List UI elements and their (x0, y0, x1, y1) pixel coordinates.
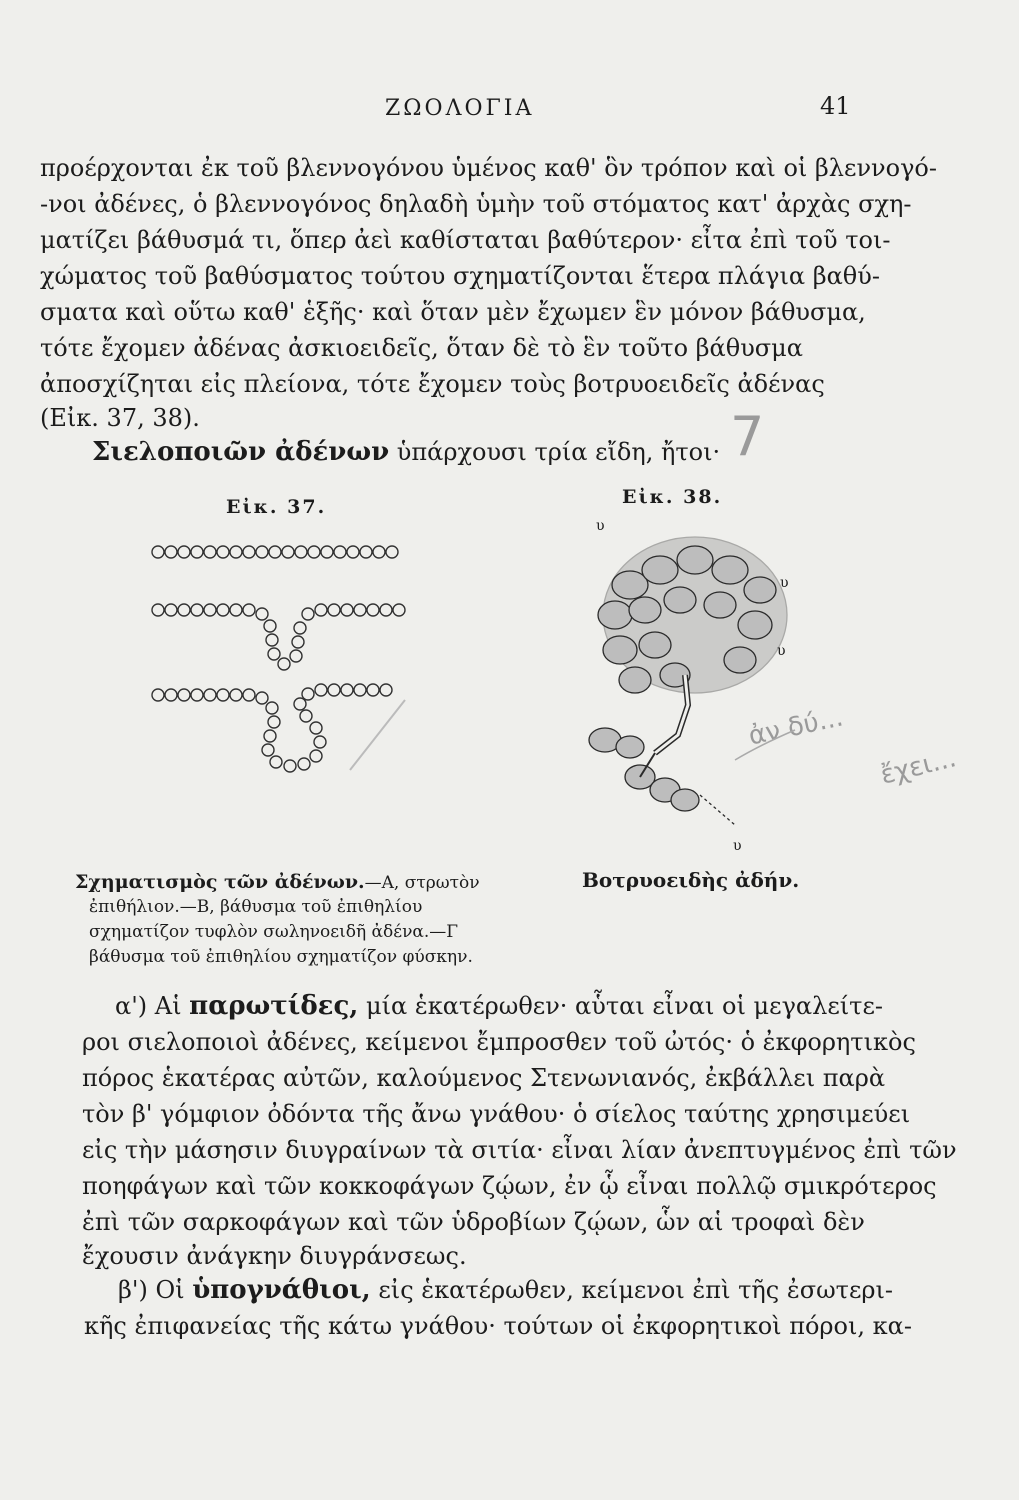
body-text-line: σματα καὶ οὕτω καθ' ἑξῆς· καὶ ὅταν μὲν ἔχωμεν ἓν μόνον βάθυσμα, (40, 298, 866, 326)
item-b-term: ὑπογνάθιοι, (192, 1275, 371, 1305)
figure-38-illustration (560, 515, 800, 860)
body-text-line: τὸν β' γόμφιον ὀδόντα τῆς ἄνω γνάθου· ὁ σίελος ταύτης χρησιμεύει (82, 1100, 911, 1128)
figure-38-label: υ (596, 518, 605, 534)
body-text-line: ἔχουσιν ἀνάγκην διυγράνσεως. (82, 1242, 467, 1270)
body-text-line: πόρος ἑκατέρας αὐτῶν, καλούμενος Στενωνιανός, ἐκβάλλει παρὰ (82, 1064, 886, 1092)
figure-38-label: υ (780, 575, 789, 591)
page-number: 41 (820, 92, 851, 120)
figure-38-caption: Βοτρυοειδὴς ἀδήν. (582, 868, 800, 892)
item-a-prefix: α') Αἱ (115, 992, 190, 1020)
figure-37-caption (75, 870, 545, 970)
body-text-line: ματίζει βάθυσμά τι, ὅπερ ἀεὶ καθίσταται βαθύτερον· εἶτα ἐπὶ τοῦ τοι- (40, 226, 891, 254)
body-text-line: ἀποσχίζηται εἰς πλείονα, τότε ἔχομεν τοὺς βοτρυοειδεῖς ἀδένας (40, 370, 825, 398)
caption-bold: Σχηματισμὸς τῶν ἀδένων. (75, 871, 365, 893)
caption-text: ἐπιθήλιον.—Β, βάθυσμα τοῦ ἐπιθηλίου (89, 897, 423, 917)
item-b-prefix: β') Οἱ (118, 1276, 193, 1304)
figure-37-illustration (140, 530, 420, 790)
figure-38-label: υ (777, 643, 786, 659)
section-heading (92, 436, 992, 468)
body-text-line: χώματος τοῦ βαθύσματος τούτου σχηματίζονται ἕτερα πλάγια βαθύ- (40, 262, 880, 290)
figure-37-title: Εἰκ. 37. (226, 496, 327, 518)
caption-text: βάθυσμα τοῦ ἐπιθηλίου σχηματίζον φύσκην. (89, 947, 473, 967)
body-text-line: τότε ἔχομεν ἀδένας ἀσκιοειδεῖς, ὅταν δὲ τὸ ἓν τοῦτο βάθυσμα (40, 334, 803, 362)
pencil-note: ἀν δύ... (745, 702, 846, 752)
body-text-line: ποηφάγων καὶ τῶν κοκκοφάγων ζῴων, ἐν ᾧ εἶναι πολλῷ σμικρότερος (82, 1172, 937, 1200)
body-text-line: κῆς ἐπιφανείας τῆς κάτω γνάθου· τούτων οἱ ἐκφορητικοὶ πόροι, κα- (84, 1312, 912, 1340)
body-text-line: -νοι ἀδένες, ὁ βλεννογόνος δηλαδὴ ὑμὴν τοῦ στόματος κατ' ἀρχὰς σχη- (40, 190, 912, 218)
running-header-title: ΖΩΟΛΟΓΙΑ (385, 96, 535, 121)
body-text-line: προέρχονται ἐκ τοῦ βλεννογόνου ὑμένος καθ' ὃν τρόπον καὶ οἱ βλεννογό- (40, 154, 937, 182)
body-text-line: ἐπὶ τῶν σαρκοφάγων καὶ τῶν ὑδροβίων ζῴων, ὧν αἱ τροφαὶ δὲν (82, 1208, 865, 1236)
pencil-note: ἔχει... (877, 743, 960, 791)
pencil-margin-mark: 7 (730, 405, 765, 468)
item-b-text: εἰς ἑκατέρωθεν, κείμενοι ἐπὶ τῆς ἐσωτερι- (370, 1276, 894, 1304)
item-a-first-line (115, 990, 1015, 1022)
body-text-line: ροι σιελοποιοὶ ἀδένες, κείμενοι ἔμπροσθεν τοῦ ὠτός· ὁ ἐκφορητικὸς (82, 1028, 916, 1056)
section-heading-rest: ὑπάρχουσι τρία εἴδη, ἤτοι· (389, 438, 721, 466)
body-text-line: (Εἰκ. 37, 38). (40, 404, 200, 432)
figure-38-title: Εἰκ. 38. (622, 486, 723, 508)
item-a-text: μία ἑκατέρωθεν· αὗται εἶναι οἱ μεγαλείτε- (358, 992, 883, 1020)
item-a-term: παρωτίδες, (189, 991, 359, 1021)
figure-38-label: υ (733, 838, 742, 854)
body-text-line: εἰς τὴν μάσησιν διυγραίνων τὰ σιτία· εἶναι λίαν ἀνεπτυγμένος ἐπὶ τῶν (82, 1136, 957, 1164)
section-heading-bold: Σιελοποιῶν ἀδένων (92, 437, 390, 467)
caption-text: σχηματίζον τυφλὸν σωληνοειδῆ ἀδένα.—Γ (89, 922, 459, 942)
caption-text: —Α, στρωτὸν (364, 873, 480, 893)
item-b-first-line (118, 1274, 1018, 1306)
